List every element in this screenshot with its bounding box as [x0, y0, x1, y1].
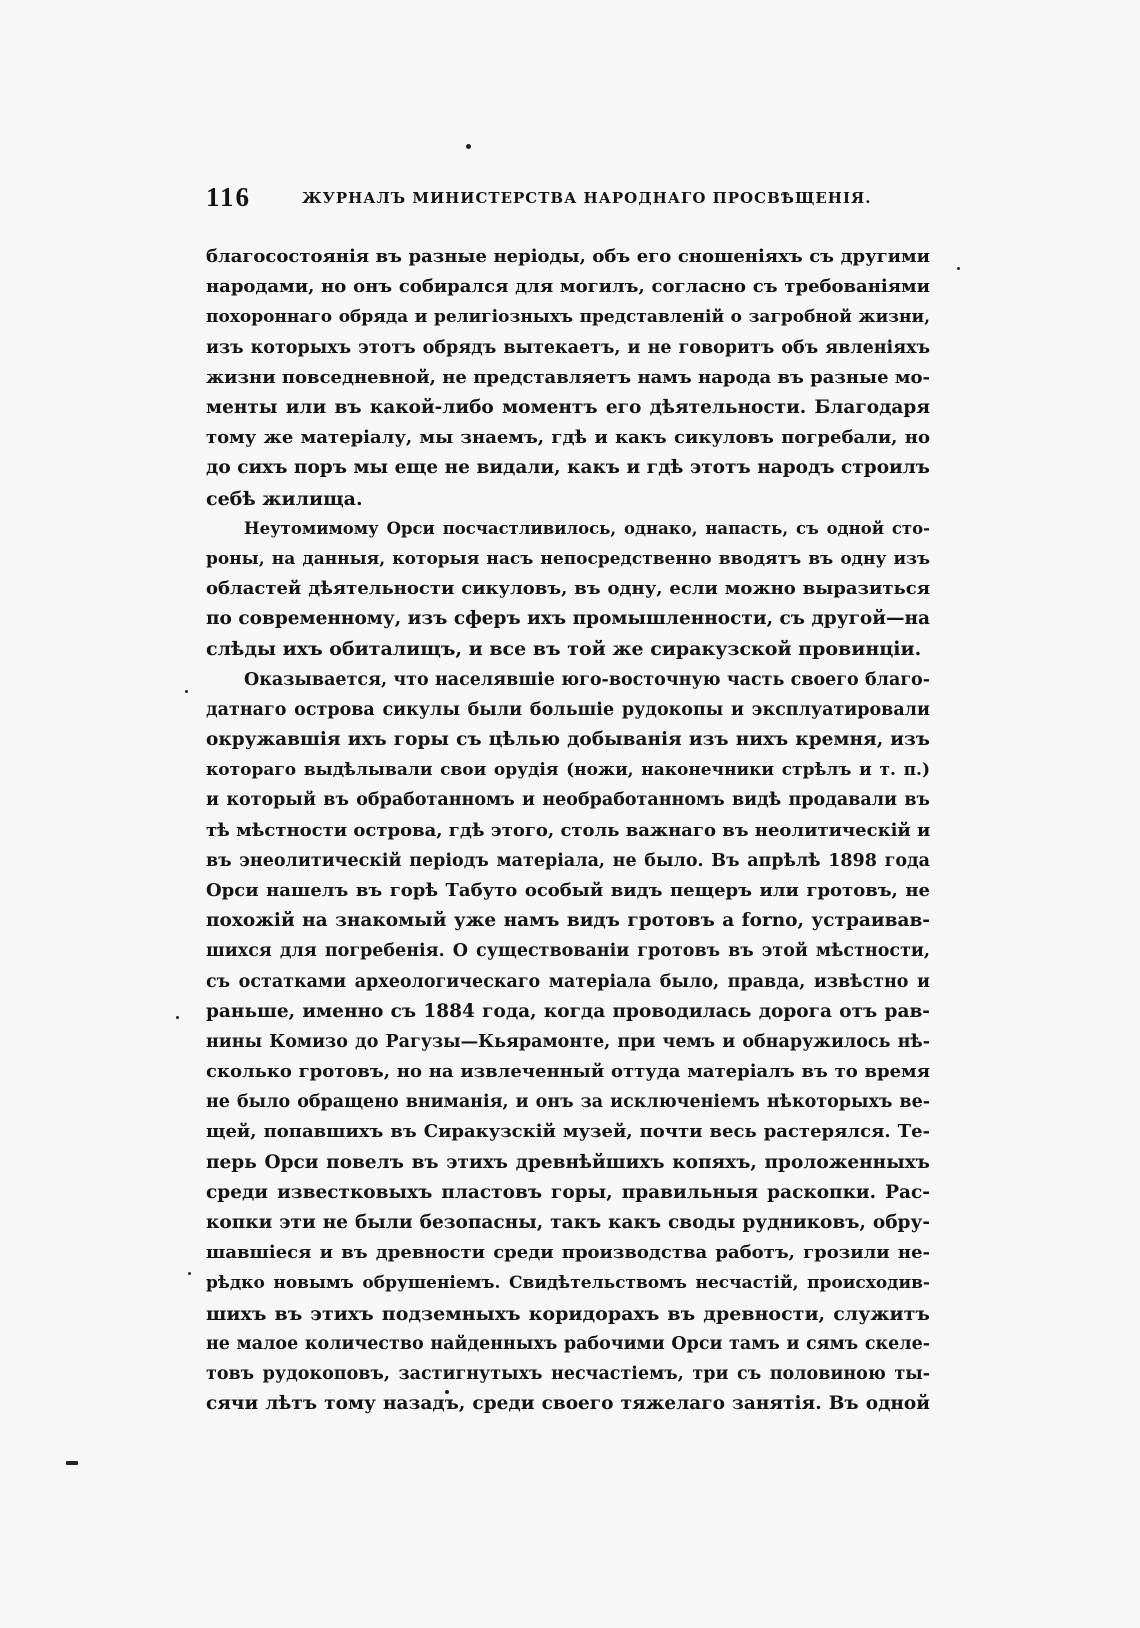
- text-line: перь Орси повелъ въ этихъ древнѣйшихъ копяхъ, проложенныхъ: [206, 1151, 930, 1173]
- text-line: и который въ обработанномъ и необработанномъ видѣ продавали въ: [206, 790, 930, 811]
- text-line: Оказывается, что населявшіе юго-восточную часть своего благо-: [244, 669, 930, 690]
- page-header: [206, 182, 936, 218]
- text-line: по современному, изъ сферъ ихъ промышленности, съ другой—на: [206, 608, 930, 630]
- text-line: себѣ жилища.: [206, 487, 363, 510]
- text-line: менты или въ какой-либо моментъ его дѣятельности. Благодаря: [206, 396, 930, 418]
- text-line: роны, на данныя, которыя насъ непосредственно вводятъ въ одну изъ: [206, 548, 930, 569]
- text-line: не малое количество найденныхъ рабочими Орси тамъ и сямъ скеле-: [206, 1333, 930, 1354]
- scan-speck: [466, 144, 471, 149]
- scan-speck: [66, 1461, 78, 1465]
- body-text: [206, 242, 930, 1419]
- text-line: тѣ мѣстности острова, гдѣ этого, столь важнаго въ неолитическій и: [206, 819, 931, 841]
- text-line: шавшіеся и въ древности среди производства работъ, грозили не-: [206, 1242, 930, 1264]
- text-line: рѣдко новымъ обрушеніемъ. Свидѣтельствомъ несчастій, происходив-: [206, 1273, 930, 1294]
- running-title: ЖУРНАЛЪ МИНИСТЕРСТВА НАРОДНАГО ПРОСВѢЩЕНІЯ.: [302, 189, 872, 207]
- text-line: изъ которыхъ этотъ обрядъ вытекаетъ, и не говоритъ объ явленіяхъ: [206, 337, 930, 358]
- scan-speck: [188, 1272, 191, 1275]
- text-line: Неутомимому Орси посчастливилось, однако, напасть, съ одной сто-: [244, 518, 930, 538]
- text-line: областей дѣятельности сикуловъ, въ одну, если можно выразиться: [206, 578, 930, 600]
- text-line: окружавшія ихъ горы съ цѣлью добыванія изъ нихъ кремня, изъ: [206, 729, 930, 750]
- text-line: щей, попавшихъ въ Сиракузскій музей, почти весь растерялся. Те-: [206, 1121, 930, 1143]
- text-line: до сихъ поръ мы еще не видали, какъ и гдѣ этотъ народъ строилъ: [206, 457, 930, 479]
- text-line: съ остатками археологическаго матеріала было, правда, извѣстно и: [206, 971, 930, 992]
- text-line: сколько гротовъ, но на извлеченный оттуда матеріалъ въ то время: [206, 1061, 930, 1083]
- text-line: тому же матеріалу, мы знаемъ, гдѣ и какъ сикуловъ погребали, но: [206, 427, 930, 449]
- text-line: въ энеолитическій періодъ матеріала, не было. Въ апрѣлѣ 1898 года: [206, 850, 930, 871]
- text-line: сячи лѣтъ тому назадъ, среди своего тяжелаго занятія. Въ одной: [206, 1393, 930, 1415]
- scan-speck: [176, 1016, 179, 1019]
- text-line: копки эти не были безопасны, такъ какъ своды рудниковъ, обру-: [206, 1212, 930, 1233]
- text-line: Орси нашелъ въ горѣ Табуто особый видъ пещеръ или гротовъ, не: [206, 879, 930, 901]
- scan-speck: [957, 267, 960, 270]
- text-line: шихся для погребенія. О существованіи гротовъ въ этой мѣстности,: [206, 941, 930, 962]
- scan-speck: [185, 690, 188, 693]
- text-line: среди известковыхъ пластовъ горы, правильныя раскопки. Рас-: [206, 1181, 930, 1203]
- text-line: благосостоянія въ разные неріоды, объ его сношеніяхъ съ другими: [206, 246, 930, 267]
- text-line: похороннаго обряда и религіозныхъ представленій о загробной жизни,: [206, 307, 930, 328]
- text-line: товъ рудокоповъ, застигнутыхъ несчастіемъ, три съ половиною ты-: [206, 1363, 930, 1384]
- text-line: не было обращено вниманія, и онъ за исключеніемъ нѣкоторыхъ ве-: [206, 1092, 930, 1113]
- text-line: котораго выдѣлывали свои орудія (ножи, наконечники стрѣлъ и т. п.): [206, 760, 930, 781]
- text-line: похожій на знакомый уже намъ видъ гротовъ a forno, устраивав-: [206, 910, 930, 932]
- text-line: нины Комизо до Рагузы—Кьярамонте, при чемъ и обнаружилось нѣ-: [206, 1031, 930, 1052]
- text-line: жизни повседневной, не представляетъ намъ народа въ разные мо-: [206, 366, 930, 388]
- text-line: датнаго острова сикулы были большіе рудокопы и эксплуатировали: [206, 699, 930, 720]
- page-number: 116: [206, 182, 252, 212]
- text-line: слѣды ихъ обиталищъ, и все въ той же сиракузской провинціи.: [206, 638, 922, 661]
- text-line: народами, но онъ собирался для могилъ, согласно съ требованіями: [206, 276, 930, 298]
- text-line: раньше, именно съ 1884 года, когда проводилась дорога отъ рав-: [206, 1000, 930, 1022]
- text-line: шихъ въ этихъ подземныхъ коридорахъ въ древности, служитъ: [206, 1302, 930, 1325]
